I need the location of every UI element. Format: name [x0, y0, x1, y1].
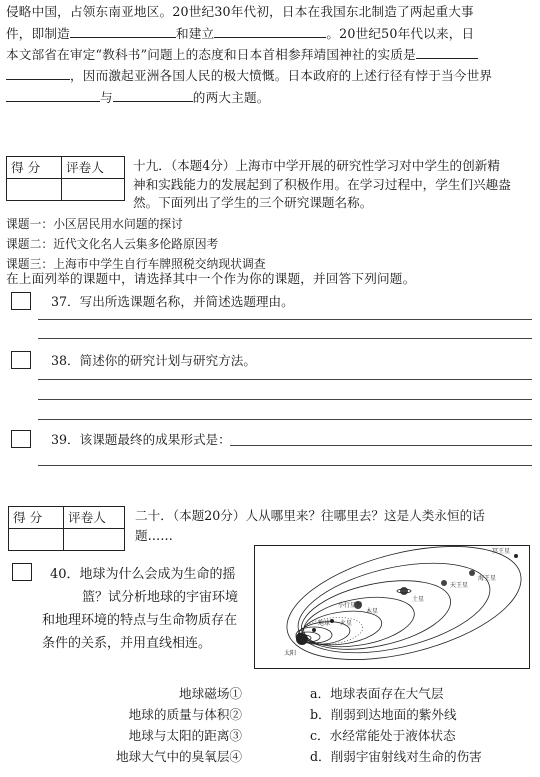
match-right-a[interactable]: a．地球表面存在大气层: [310, 686, 444, 701]
sun-icon: [296, 633, 308, 645]
score-box-19: [6, 156, 125, 201]
q19-line-2: 神和实践能力的发展起到了积极作用。在学习过程中，学生们兴趣盎: [133, 177, 511, 192]
q38-prompt: 38．简述你的研究计划与研究方法。: [51, 353, 256, 368]
intro-line-4: [6, 67, 492, 84]
match-left-4[interactable]: 地球大气中的臭氧层④: [116, 749, 242, 764]
grader-label: 评卷人: [66, 160, 104, 175]
q37-score-box[interactable]: [11, 292, 31, 310]
intro-line-1: 侵略中国，占领东南亚地区。20世纪30年代初，日本在我国东北制造了两起重大事: [6, 4, 474, 19]
label-saturn: 土星: [412, 596, 425, 603]
q40-score-box[interactable]: [12, 563, 32, 581]
q40-line-3: 和地理环境的特点与生命物质存在: [42, 613, 238, 628]
intro-line-5-b: 的两大主题。: [192, 90, 270, 105]
grader-label-2: 评卷人: [68, 510, 106, 525]
answer-blank-2[interactable]: [214, 25, 326, 38]
q40-line-2: 篮？试分析地球的宇宙环境: [82, 590, 239, 605]
match-left-3[interactable]: 地球与太阳的距离③: [128, 728, 242, 743]
score-label: 得 分: [7, 157, 62, 178]
intro-line-4-text: ，因而激起亚洲各国人民的极大愤慨。日本政府的上述行径有悖于当今世界: [70, 68, 493, 83]
earth-icon: [312, 628, 316, 632]
q40-line-4: 条件的关系，并用直线相连。: [42, 636, 212, 651]
q38-answer-line-1[interactable]: [38, 379, 532, 380]
answer-blank-6[interactable]: [113, 89, 193, 102]
topic-1: 课题一：小区居民用水问题的探讨: [6, 217, 183, 231]
q39-answer-line-2[interactable]: [38, 465, 532, 466]
label-asteroid-belt: 小行星带: [338, 602, 363, 609]
label-mars: 火星: [340, 620, 353, 627]
score-cell-2[interactable]: [9, 529, 64, 550]
label-sun: 太阳: [284, 650, 297, 657]
intro-line-2-c: 。20世纪50年代以来，日: [326, 26, 475, 41]
saturn-icon: [400, 587, 408, 595]
intro-line-5-a: 与: [100, 90, 113, 105]
score-box-20: [8, 506, 125, 551]
intro-line-2: [6, 25, 474, 42]
score-label-2: 得 分: [9, 507, 64, 528]
q19-line-3: 然。下面列出了学生的三个研究课题名称。: [133, 195, 373, 210]
answer-blank-5[interactable]: [6, 89, 100, 102]
q37-answer-line-2[interactable]: [38, 338, 532, 339]
intro-line-3-text: 本文部省在审定“教科书”问题上的态度和日本首相参拜靖国神社的实质是: [6, 47, 416, 62]
q37-prompt: 37．写出所选课题名称，并简述选题理由。: [51, 294, 294, 309]
q38-answer-line-3[interactable]: [38, 419, 532, 420]
pluto-icon: [514, 554, 518, 558]
match-left-1[interactable]: 地球磁场①: [179, 686, 242, 701]
uranus-icon: [441, 580, 447, 586]
label-neptune: 海王星: [478, 575, 497, 582]
score-cell[interactable]: [7, 179, 62, 200]
grader-cell-2[interactable]: [64, 529, 68, 550]
q38-score-box[interactable]: [11, 351, 31, 369]
q20-line-2: 题……: [135, 528, 173, 543]
intro-line-2-b: 和建立: [175, 26, 215, 41]
q19-line-1: 十九．（本题4分）上海市中学开展的研究性学习对中学生的创新精: [133, 158, 500, 173]
match-right-b[interactable]: b．削弱到达地面的紫外线: [310, 707, 457, 722]
neptune-icon: [469, 570, 475, 576]
q20-line-1: 二十．（本题20分）人从哪里来？往哪里去？这是人类永恒的话: [135, 508, 485, 523]
q39-prompt: 39．该课题最终的成果形式是：: [51, 432, 231, 447]
q19-instruction: 在上面列举的课题中，请选择其中一个作为你的课题，并回答下列问题。: [6, 271, 416, 286]
label-uranus: 天王星: [450, 582, 469, 589]
topic-3: 课题三：上海市中学生自行车牌照税交纳现状调查: [6, 257, 266, 271]
intro-line-2-a: 件，即制造: [6, 26, 70, 41]
label-jupiter: 木星: [366, 608, 379, 615]
q37-answer-line-1[interactable]: [38, 319, 532, 320]
answer-blank-4[interactable]: [6, 67, 70, 80]
q39-answer-line-1[interactable]: [230, 445, 532, 446]
intro-line-5: [6, 89, 270, 106]
match-left-2[interactable]: 地球的质量与体积②: [128, 707, 242, 722]
label-pluto: 冥王星: [492, 548, 511, 555]
answer-blank-3[interactable]: [416, 46, 478, 59]
answer-blank-1[interactable]: [70, 25, 176, 38]
solar-system-figure: [254, 545, 530, 669]
intro-line-3: [6, 46, 478, 63]
topic-2: 课题二：近代文化名人云集多伦路原因考: [6, 237, 219, 251]
q39-score-box[interactable]: [11, 430, 31, 448]
mars-icon: [330, 619, 334, 623]
label-earth: 地球: [318, 620, 331, 627]
grader-cell[interactable]: [62, 179, 66, 200]
match-right-c[interactable]: c．水经常能处于液体状态: [310, 728, 456, 743]
match-right-d[interactable]: d．削弱宇宙射线对生命的伤害: [310, 749, 482, 764]
q38-answer-line-2[interactable]: [38, 399, 532, 400]
q40-line-1: 40．地球为什么会成为生命的摇: [50, 567, 236, 582]
